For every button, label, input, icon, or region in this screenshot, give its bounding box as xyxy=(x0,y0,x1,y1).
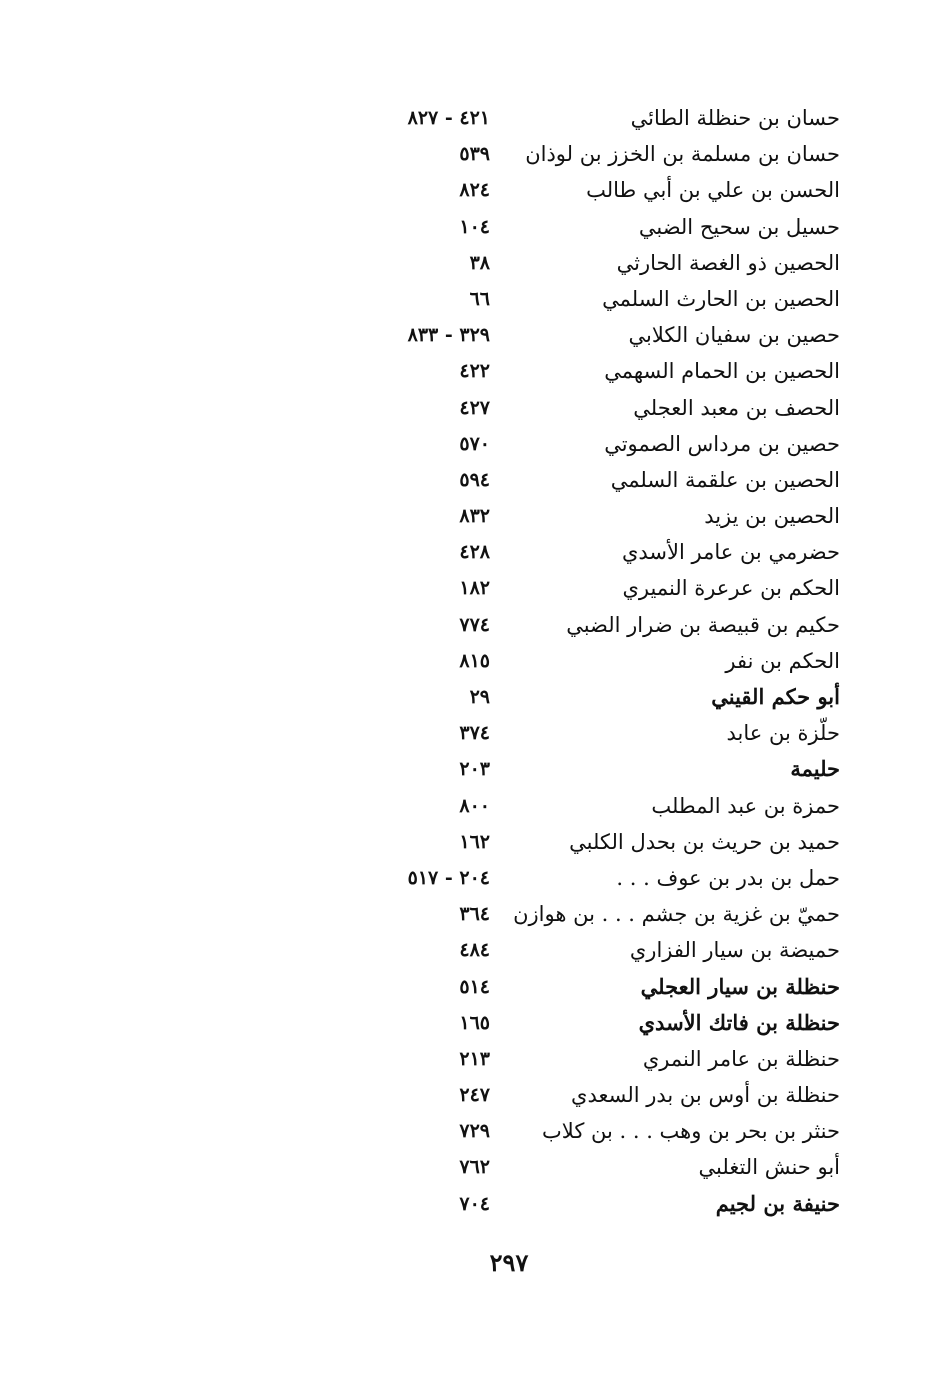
entry-name: حميضة بن سيار الفزاري xyxy=(629,938,840,963)
entry-page-numbers: ٣٧٤ xyxy=(459,722,490,745)
index-entry xyxy=(350,969,850,1005)
index-entry xyxy=(350,245,850,281)
entry-page-numbers: ٢٩ xyxy=(469,686,490,708)
entry-name: حسان بن مسلمة بن الخزز بن لوذان xyxy=(525,142,840,167)
index-entry xyxy=(350,172,850,208)
entry-name: حسيل بن سحيح الضبي xyxy=(638,214,840,239)
index-entry xyxy=(350,1077,850,1113)
index-entry xyxy=(350,1005,850,1041)
entry-name: حصين بن مرداس الصموتي xyxy=(604,431,840,456)
index-list xyxy=(350,100,850,1222)
index-entry xyxy=(350,607,850,643)
entry-page-numbers: ١٠٤ xyxy=(459,215,490,238)
index-entry xyxy=(350,281,850,317)
index-entry xyxy=(350,1113,850,1149)
index-entry xyxy=(350,932,850,968)
entry-page-numbers: ١٦٥ xyxy=(459,1011,490,1034)
page-number: ٢٩٧ xyxy=(489,1248,529,1277)
entry-page-numbers: ٥١٤ xyxy=(459,975,490,998)
entry-page-numbers: ١٦٢ xyxy=(459,830,490,853)
index-entry xyxy=(350,462,850,498)
index-entry xyxy=(350,896,850,932)
entry-page-numbers: ٧٦٢ xyxy=(459,1156,490,1179)
entry-name: حضرمي بن عامر الأسدي xyxy=(621,540,840,565)
entry-page-numbers: ٢٠٤ - ٥١٧ xyxy=(407,866,490,889)
entry-name: حليمة xyxy=(790,756,840,782)
entry-page-numbers: ٨٠٠ xyxy=(459,794,490,817)
entry-name: الحصين بن علقمة السلمي xyxy=(610,467,840,492)
entry-page-numbers: ٥٩٤ xyxy=(459,468,490,491)
entry-page-numbers: ١٨٢ xyxy=(459,577,490,600)
entry-page-numbers: ٨٣٢ xyxy=(459,505,490,528)
entry-page-numbers: ٢١٣ xyxy=(459,1047,490,1070)
index-entry xyxy=(350,570,850,606)
entry-page-numbers: ٨١٥ xyxy=(459,649,490,672)
entry-name: الحصين بن الحمام السهمي xyxy=(604,359,840,384)
entry-name: حلّزة بن عابد xyxy=(726,721,840,746)
entry-page-numbers: ٦٦ xyxy=(469,287,490,310)
index-entry xyxy=(350,788,850,824)
index-entry xyxy=(350,534,850,570)
entry-page-numbers: ٢٤٧ xyxy=(459,1084,490,1107)
index-entry xyxy=(350,498,850,534)
index-entry xyxy=(350,1186,850,1222)
entry-name: حسان بن حنظلة الطائي xyxy=(630,106,840,130)
entry-page-numbers: ٧٠٤ xyxy=(459,1192,490,1215)
entry-name: الحكم بن عرعرة النميري xyxy=(622,576,840,601)
entry-page-numbers: ٢٠٣ xyxy=(459,758,490,781)
entry-name: حمل بن بدر بن عوف . . . xyxy=(616,865,840,890)
entry-name: حنظلة بن فاتك الأسدي xyxy=(638,1009,840,1035)
entry-name: الحصف بن معبد العجلي xyxy=(633,395,840,420)
entry-page-numbers: ٤٢٨ xyxy=(459,541,490,564)
entry-page-numbers: ٥٣٩ xyxy=(459,143,490,166)
entry-name: الحصين بن يزيد xyxy=(704,504,840,529)
entry-name: حكيم بن قبيصة بن ضرار الضبي xyxy=(566,612,840,637)
entry-page-numbers: ٤٢١ - ٨٢٧ xyxy=(407,107,490,129)
entry-page-numbers: ٧٧٤ xyxy=(459,613,490,636)
entry-page-numbers: ٣٢٩ - ٨٣٣ xyxy=(407,324,490,347)
entry-name: حصين بن سفيان الكلابي xyxy=(628,323,840,348)
entry-page-numbers: ٣٨ xyxy=(469,251,490,274)
entry-name: الحصين ذو الغصة الحارثي xyxy=(616,250,840,275)
index-entry xyxy=(350,317,850,353)
index-entry xyxy=(350,136,850,172)
index-entry xyxy=(350,1149,850,1185)
entry-name: حمزة بن عبد المطلب xyxy=(651,793,840,818)
entry-name: الحسن بن علي بن أبي طالب xyxy=(586,178,840,203)
entry-name: حنثر بن بحر بن وهب . . . بن كلاب xyxy=(542,1119,840,1144)
entry-page-numbers: ٤٢٢ xyxy=(459,360,490,383)
entry-page-numbers: ٥٧٠ xyxy=(459,432,490,455)
index-entry xyxy=(350,100,850,136)
index-entry xyxy=(350,390,850,426)
index-entry xyxy=(350,209,850,245)
entry-page-numbers: ٤٢٧ xyxy=(459,396,490,419)
entry-name: حنظلة بن أوس بن بدر السعدي xyxy=(571,1083,840,1108)
index-entry xyxy=(350,353,850,389)
index-entry xyxy=(350,1041,850,1077)
entry-page-numbers: ٨٢٤ xyxy=(459,179,490,202)
index-entry xyxy=(350,824,850,860)
entry-page-numbers: ٣٦٤ xyxy=(459,903,490,926)
entry-name: أبو حكم القيني xyxy=(711,684,840,709)
entry-page-numbers: ٧٢٩ xyxy=(459,1120,490,1143)
index-entry xyxy=(350,860,850,896)
entry-name: الحكم بن نفر xyxy=(725,648,840,673)
entry-page-numbers: ٤٨٤ xyxy=(459,939,490,962)
entry-name: حنظلة بن عامر النمري xyxy=(642,1046,840,1071)
entry-name: حميّ بن غزية بن جشم . . . بن هوازن xyxy=(513,902,840,927)
index-entry xyxy=(350,715,850,751)
index-entry xyxy=(350,426,850,462)
entry-name: حنيفة بن لجيم xyxy=(715,1190,840,1216)
entry-name: الحصين بن الحارث السلمي xyxy=(602,286,840,311)
index-entry xyxy=(350,751,850,787)
entry-name: حنظلة بن سيار العجلي xyxy=(640,973,840,999)
index-entry xyxy=(350,643,850,679)
index-entry xyxy=(350,679,850,715)
entry-name: أبو حنش التغلبي xyxy=(698,1155,840,1180)
entry-name: حميد بن حريث بن بحدل الكلبي xyxy=(569,829,840,854)
